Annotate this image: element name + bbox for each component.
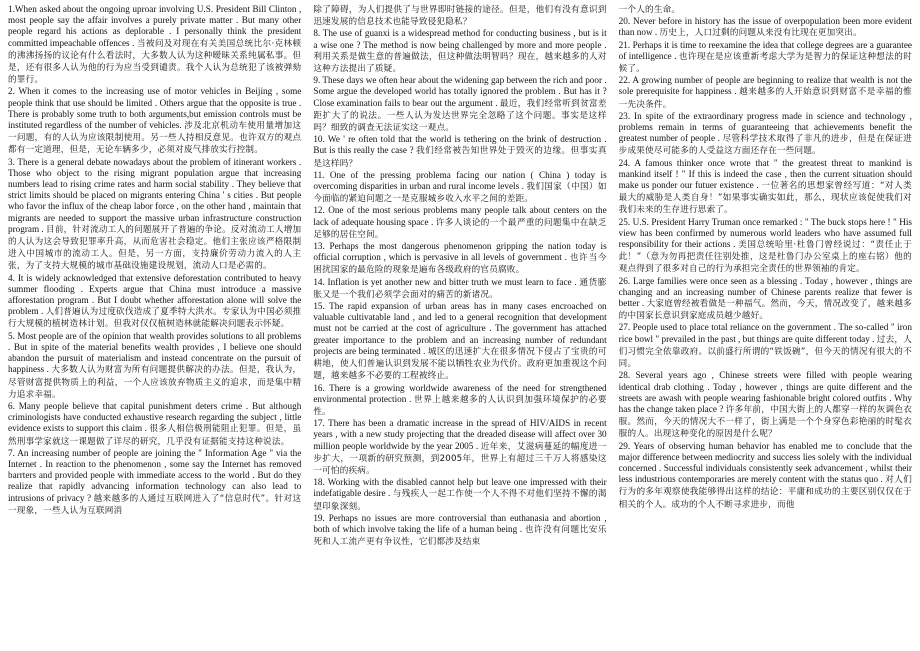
chinese-translation: 大多数人认为财富为所有问题提供解决的办法。但是，我认为，尽管财富提供物质上的利益，一个人应该放弃物质主义的追求，而是集中精力追求幸福。	[8, 365, 302, 400]
chinese-translation: 许多年前，中国大街上的人都穿一样的灰调色衣服。然而，今天的情况大不一样了，街上满是一个个身穿色彩艳丽的时髦衣服的人。出现这种变化的原因是什么呢？	[618, 404, 912, 440]
chinese-translation: 很多人相信极刑能阻止犯罪。但是，虽然刑事学家就这一课题做了详尽的研究，几乎没有证据能支持这种说法。	[8, 424, 302, 447]
sentence-item	[8, 4, 301, 86]
english-sentence: 3. There is a general debate nowadays about the problem of itinerant workers . Those who object to the rising migrant population argue that increasing numbers lead to rising crime rates and harm social stability . They believe that strict limits should be placed on migrants entering China ' s cities . But people who favor the influx of the cheap labor force , on the other hand , maintain that migrants are needed to support the massive urban infrastructure construction program .	[8, 156, 302, 234]
english-sentence: 13. Perhaps the most dangerous phenomenon gripping the nation today is official corruption , which is pervasive in all levels of government .	[313, 241, 607, 263]
english-sentence: 22. A growing number of people are beginning to realize that wealth is not the sole prerequisite for happiness .	[618, 75, 912, 97]
sentence-item	[313, 28, 606, 75]
sentence-item	[619, 40, 912, 76]
sentence-item	[8, 86, 301, 156]
english-sentence: 12. One of the most serious problems many people talk about centers on the lack of adequate housing space .	[313, 205, 607, 227]
sentence-item	[313, 4, 606, 28]
english-sentence: 19. Perhaps no issues are more controversial than euthanasia and abortion , both of which involve taking the life of a human being .	[313, 512, 607, 534]
sentence-item	[313, 418, 606, 477]
column-left	[8, 4, 301, 649]
english-sentence: 20. Never before in history has the issue of overpopulation been more evident than now .	[618, 16, 912, 38]
english-sentence: 28. Several years ago , Chinese streets were filled with people wearing identical drab clothing . Today , however , things are quite different and the streets are awash with people wearing fashionable bright colored outfits . Why has the change taken place ?	[618, 370, 912, 414]
sentence-item	[619, 217, 912, 276]
sentence-item	[8, 157, 301, 273]
chinese-translation: 许多人谈论的一个最严重的问题集中在缺乏足够的居住空间。	[313, 217, 607, 240]
chinese-translation: 历史上，人口过剩的问题从来没有比现在更加突出。	[659, 28, 862, 39]
sentence-item	[619, 276, 912, 323]
chinese-translation: 也许当今困扰国家的最危险的现象是遍布各级政府的官员腐败。	[313, 253, 607, 276]
sentence-item	[619, 16, 912, 39]
sentence-item	[619, 75, 912, 111]
chinese-translation: 一位著名的思想家曾经写道：“对人类最大的威胁是人类自身！”如果事实确实如此，那么，现状应该促使我们对我们未来的生存进行思索了。	[618, 181, 912, 216]
english-sentence: 18. Working with the disabled cannot help but leave one impressed with their indefatigable desire .	[313, 477, 607, 499]
sentence-item	[313, 205, 606, 241]
sentence-item	[619, 158, 912, 217]
english-sentence: 26. Large families were once seen as a blessing . Today , however , things are changing and an increasing number of Chinese parents realize that fewer is better .	[618, 275, 912, 309]
english-sentence: 11. One of the pressing problema facing our nation ( China ) today is overcoming disparities in urban and rural income levels .	[313, 169, 607, 192]
chinese-translation: 大家庭曾经被看做是一种福气。然而，今天，情况改变了，越来越多的中国家长意识到家庭成员越少越好。	[618, 299, 912, 322]
column-right	[619, 4, 912, 649]
chinese-translation: 利用关系是做生意的普遍做法，但这种做法明智吗？现在，越来越多的人对这种方法提出了质疑。	[313, 51, 607, 75]
chinese-translation: 越来越多的人开始意识到财富不是幸福的惟一先决条件。	[618, 87, 912, 110]
chinese-translation: 涉及北京机动车使用量增加这一问题，有的人认为应该限制使用。另一些人持相反意见。也许双方的观点都有一定道理，但是，无论车辆多少，必须对废气排放实行控制。	[8, 121, 302, 156]
sentence-item	[313, 513, 606, 549]
chinese-translation: 城区的迅速扩大在很多情况下侵占了宝贵的可耕地，使人们普遍认识到发展不能以牺牲农业为代价。政府更加重视这个问题，越来越多不必要的工程被终止。	[313, 346, 607, 382]
sentence-item	[619, 322, 912, 370]
english-sentence: 23. In spite of the extraordinary progress made in science and technology , problems remain in terms of guaranteeing that achievements benefit the greatest number of people .	[618, 110, 912, 144]
english-sentence: 5. Most people are of the opinion that wealth provides solutions to all problems . But in spite of the material benefits wealth provides , I believe one should abandon the pursuit of materialism and instead concentrate on the pursuit of happiness .	[8, 330, 302, 375]
english-sentence: 2. When it comes to the increasing use of motor vehicles in Beijing , some people think that use should be limited . Others argue that the opposite is true . There is probably some truth to both arguments,but emission controls must be instituted regardless of the number of vehicles.	[8, 86, 302, 131]
chinese-translation: 美国总统哈里·杜鲁门曾经说过：“责任止于此！”（意为勿再把责任往别处推，这是杜鲁门办公室桌上的座右铭）他的观点得到了很多对自己的行为承担完全责任的世界领袖的肯定。	[618, 240, 912, 275]
chinese-translation: 我们国家（中国）如今面临的紧迫问题之一是克服城乡收入水平之间的差距。	[313, 182, 607, 205]
sentence-item	[313, 301, 606, 382]
english-sentence: 15. The rapid expansion of urban areas has in many cases encroached on valuable cultivatable land , and led to a general recognition that development must not be carried at the cost of agriculture . The government has attached greater importance to the problem and an increasing number of redundant projects are being terminated .	[313, 301, 607, 356]
sentence-item	[8, 273, 301, 331]
english-sentence: 24. A famous thinker once wrote that " the greatest threat to mankind is mankind itself ! " If this is indeed the case , then the current situation should make us ponder our futuer existence .	[618, 157, 912, 191]
sentence-item	[8, 401, 301, 448]
chinese-translation: 目前，针对流动工人的问题展开了普遍的争论。反对流动工人增加的人认为这会导致犯罪率升高，从而危害社会稳定。他们主张应该严格限制进入中国城市的流动工人。但是，另一方面，支持廉价劳动力流入的人主张，为了支持大规模的城市基础设施建设规划，流动人口是必需的。	[8, 224, 302, 272]
chinese-translation: 一个人的生命。	[618, 5, 681, 15]
sentence-item	[313, 134, 606, 170]
column-middle	[313, 4, 606, 649]
sentence-item	[313, 170, 606, 206]
english-sentence: 9. These days we often hear about the widening gap between the rich and poor . Some argue the developed world has totally ignored the problem . But has it ? Close examination fails to bear out the argument .	[313, 75, 607, 108]
sentence-item	[313, 477, 606, 513]
english-sentence: 4. It is widely acknowledged that extensive deforestation contributed to heavy summer flooding . Experts argue that China must introduce a massive afforestation program . But I doubt whether afforestation alone will solve the problem .	[8, 272, 302, 317]
chinese-translation: 当被问及对现在有关美国总统比尔·克林顿的沸沸扬扬的议论有什么看法时，大多数人认为这种暧昧关系纯属私事。但是，还有很多人认为他的行为应当受到谴责。我个人认为总统犯了该被弹劾的罪行。	[8, 38, 302, 86]
english-sentence: 10. We ' re often told that the world is tethering on the brink of destruction . But is this really the case ?	[313, 134, 607, 156]
sentence-item	[313, 75, 606, 134]
sentence-item	[313, 383, 606, 419]
english-sentence: 7. An increasing number of people are joining the " Information Age " via the Internet . In reaction to the phenomenon , some say the Internet has removed barrters and provided people with immediate access to the world . But do they realize that rapidly advancing information technology can also lead to intrusions of privacy ?	[8, 447, 302, 503]
english-sentence: 17. There has been a dramatic increase in the spread of HIV/AIDS in recent years , with a new study projecting that the dreaded disease will affect over 30 million people worldwide by the year 2005 .	[313, 418, 607, 451]
english-sentence: 1.When asked about the ongoing uproar involving U.S. President Bill Clinton , most people say the affair involves a purely private matter . But many other people regard his actions as deplorable . I personally think the president committed impeachable offences .	[8, 4, 302, 48]
chinese-translation: 也许现在是应该重新考虑大学为是智力的保证这种想法的时候了。	[618, 51, 912, 75]
english-sentence: 8. The use of guanxi is a widespread method for conducting business , but is it a wise one ? The method is now being challenged by more and more people .	[313, 28, 607, 50]
sentence-item	[8, 448, 301, 517]
sentence-item	[619, 370, 912, 440]
sentence-item	[619, 4, 912, 16]
chinese-translation: 与残疾人一起工作使一个人不得不对他们坚持不懈的渴望印象深刻。	[313, 489, 607, 512]
chinese-translation: 我们经常被告知世界处于毁灭的边缘。但事实真是这样吗？	[313, 146, 607, 169]
chinese-translation: 近年来，艾滋病蔓延的幅度进一步扩大，一项新的研究预测，到2005年，世界上有超过三千万人将感染这一可怕的疾病。	[313, 441, 607, 476]
sentence-item	[313, 277, 606, 301]
chinese-translation: 通货膨胀又是一个我们必须学会面对的痛苦的新诸况。	[313, 277, 607, 300]
chinese-translation: 尽管科学技术取得了非凡的进步，但是在保证进步成果使尽可能多的人受益这方面还存在一些问题。	[618, 134, 912, 157]
english-sentence: 29. Years of observing human behavior has enabled me to conclude that the major difference between mediocrity and success lies solely with the individual concerned . Successful individuals consistently seek advancement , whilst their less industrious contemporaries are merely content with the status quo .	[618, 440, 912, 485]
english-sentence: 21. Perhaps it is time to reexamine the idea that college degrees are a guarantee of intelligence .	[618, 39, 912, 61]
chinese-translation: 越来越多的人通过互联网进入了“信息时代”。针对这一现象，一些人认为互联网消	[8, 493, 302, 516]
chinese-translation: 世界上越来越多的人认识到加强环境保护的必要性。	[313, 394, 607, 417]
chinese-translation: 人们普遍认为过度砍伐造成了夏季特大洪水。专家认为中国必须推行大规模的植树造林计划。但我对仅仅植树造林就能解决问题表示怀疑。	[8, 307, 302, 330]
sentence-item	[619, 441, 912, 511]
english-sentence: 6. Many people believe that capital punishment deters crime . But although criminologists have conducted exhaustive research regarding the subject , little evidence exists to support this claim .	[8, 400, 302, 434]
english-sentence: 27. People used to place total reliance on the government . The so-called " iron rice bowl " prevailed in the past , but things are quite different today .	[618, 322, 912, 344]
sentence-item	[313, 241, 606, 277]
english-sentence: 14. Inflation is yet another new and bitter truth we must learn to face .	[313, 276, 577, 287]
english-sentence: 25. U.S. President Harry Truman once remarked : " The buck stops here ! " His view has been confirmed by numerous world leaders who have assumed full responsibility for their actions .	[618, 216, 912, 250]
chinese-translation: 除了障碍，为人们提供了与世界即时链接的途径。但是，他们有没有意识到迅速发展的信息技术也能导致侵犯隐私？	[313, 5, 607, 28]
chinese-translation: 最近，我们经常听到贫富差距扩大了的说法。一些人认为发达世界完全忽略了这个问题。事实是这样吗？细致的调查无法证实这一观点。	[313, 98, 607, 134]
sentence-item	[619, 111, 912, 158]
chinese-translation: 对人们行为的多年观察使我能够得出这样的结论：平庸和成功的主要区别仅仅在于相关的个人。成功的个人不断寻求进步，而他	[618, 475, 912, 510]
chinese-translation: 也许没有问题比安乐死和人工流产更有争议性，它们都涉及结束	[313, 524, 607, 548]
english-sentence: 16. There is a growing worldwide awareness of the need for strengthened environmental protection .	[313, 382, 607, 404]
sentence-item	[8, 331, 301, 401]
chinese-translation: 过去，人们习惯完全依靠政府。以前盛行所谓的“铁饭碗”，但今天的情况有很大的不同。	[618, 334, 912, 370]
